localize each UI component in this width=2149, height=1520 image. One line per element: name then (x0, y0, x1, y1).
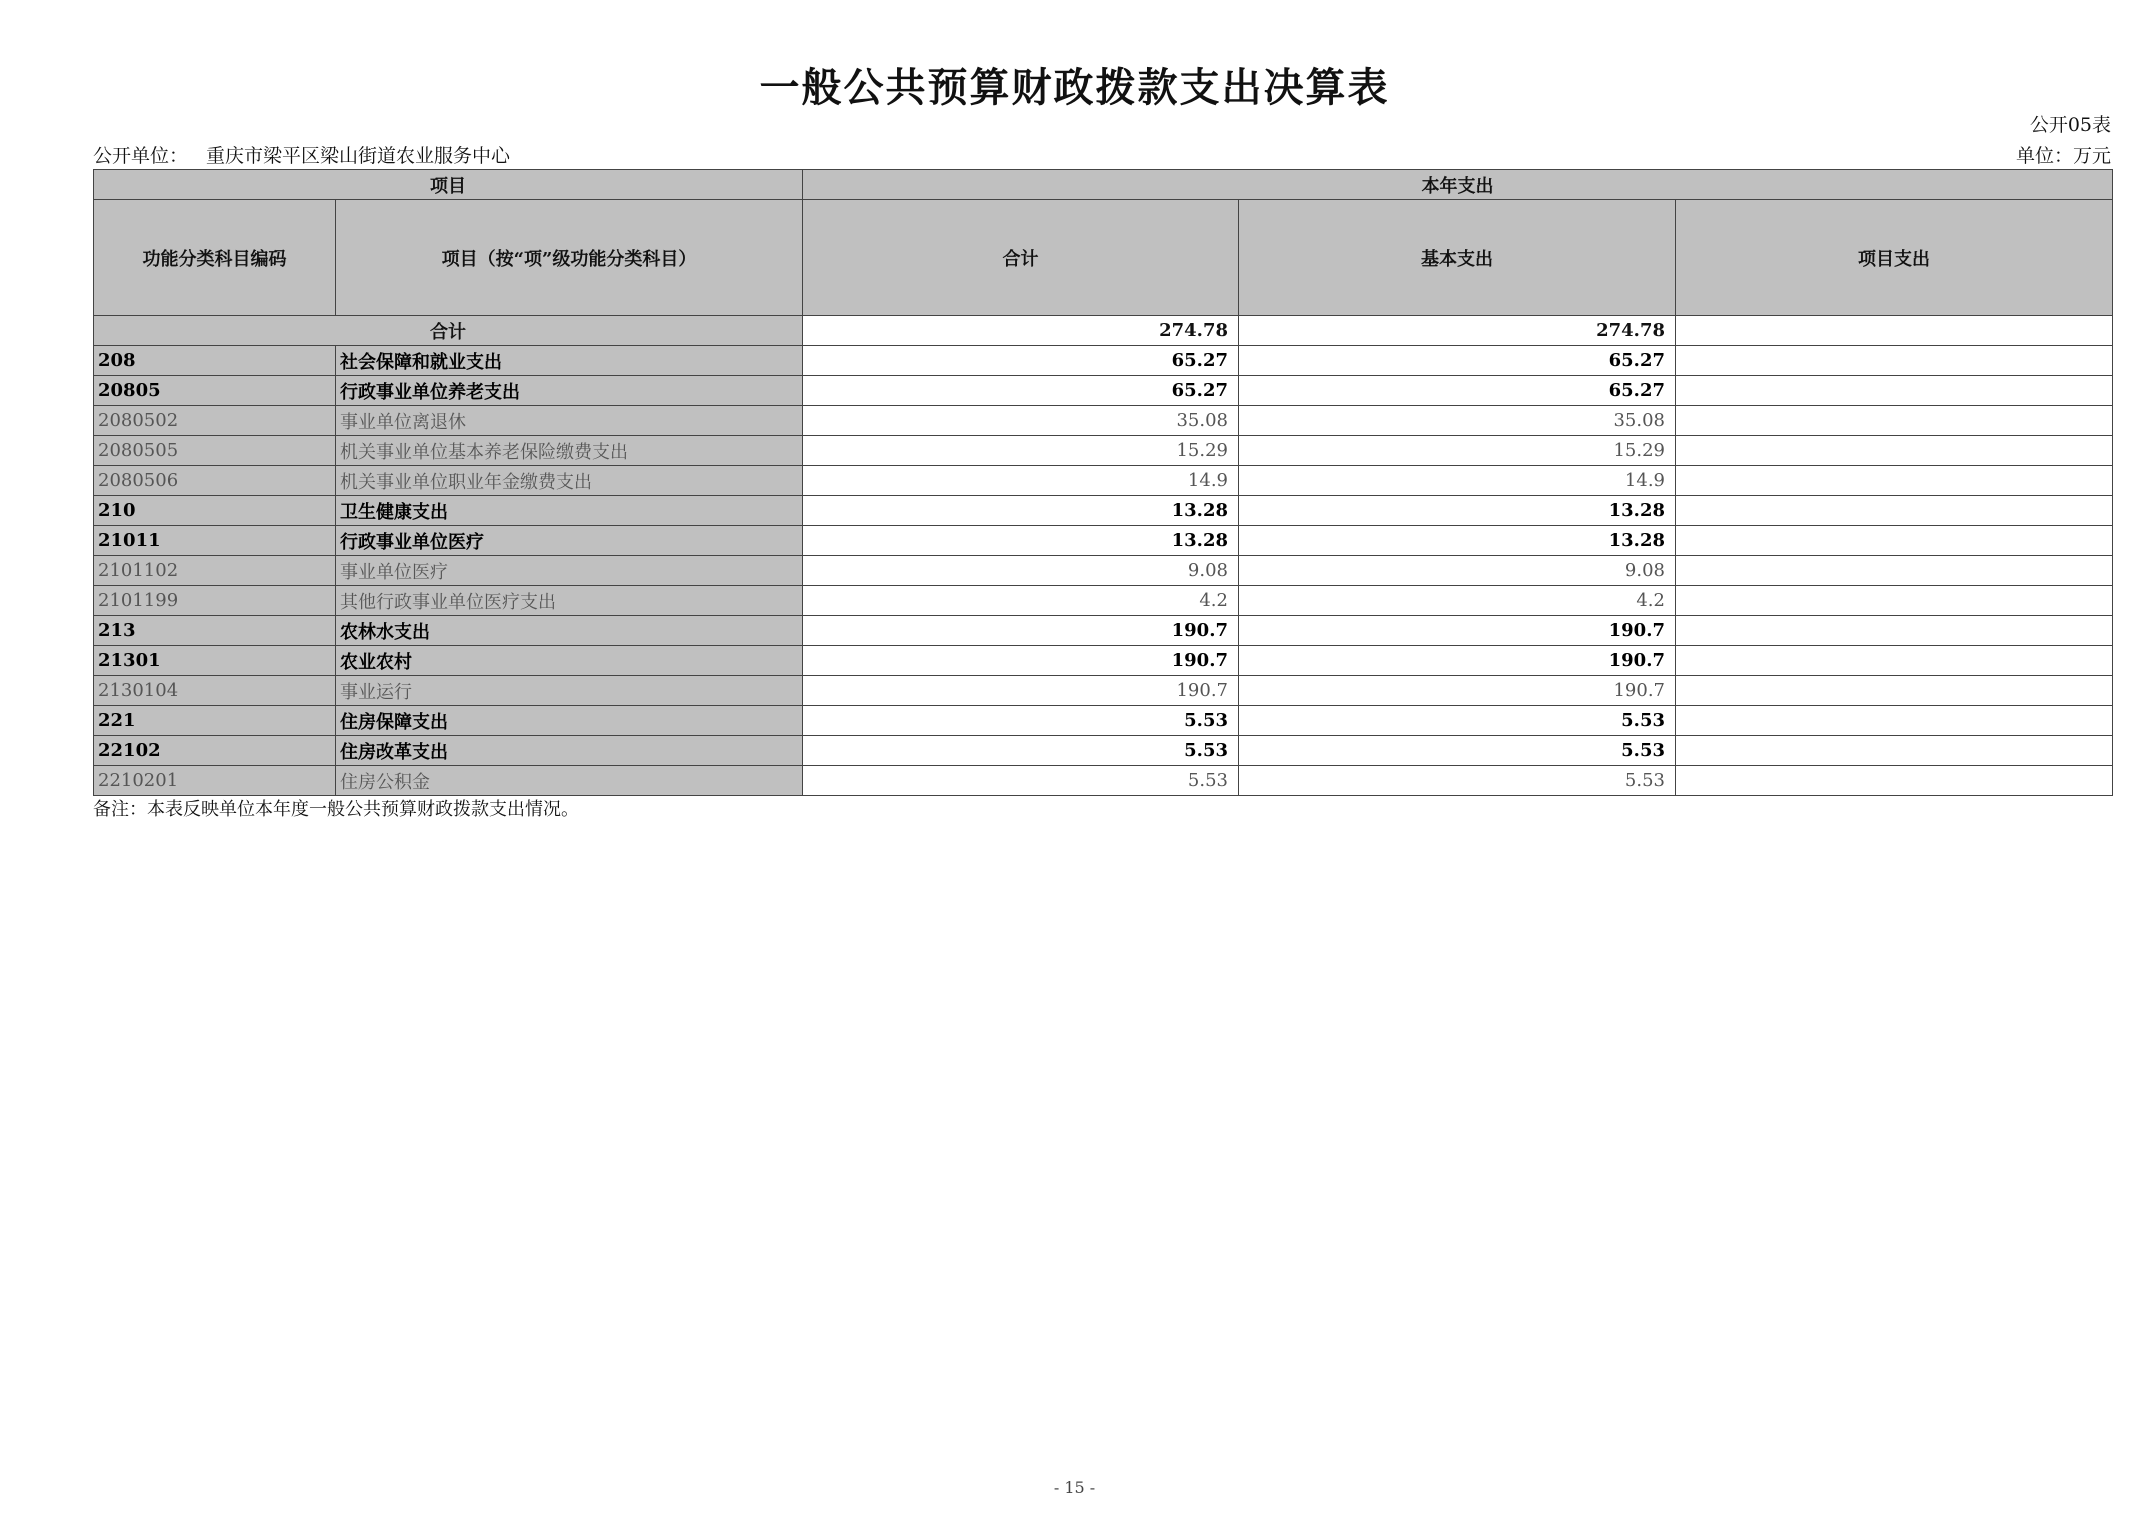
row-code: 2080505 (94, 436, 336, 466)
reporting-unit (93, 141, 510, 168)
row-name: 住房保障支出 (336, 706, 803, 736)
row-name: 社会保障和就业支出 (336, 346, 803, 376)
header-basic: 基本支出 (1239, 200, 1676, 316)
table-row (94, 616, 2113, 646)
total-project (1676, 316, 2113, 346)
page-number: - 15 - (1053, 1478, 1096, 1497)
table-row (94, 586, 2113, 616)
table-row (94, 646, 2113, 676)
row-project (1676, 766, 2113, 796)
row-basic: 13.28 (1239, 526, 1676, 556)
row-total: 4.2 (803, 586, 1239, 616)
row-code: 21011 (94, 526, 336, 556)
table-row (94, 406, 2113, 436)
row-name: 其他行政事业单位医疗支出 (336, 586, 803, 616)
table-row (94, 436, 2113, 466)
row-project (1676, 406, 2113, 436)
row-code: 2130104 (94, 676, 336, 706)
row-code: 208 (94, 346, 336, 376)
row-basic: 13.28 (1239, 496, 1676, 526)
header-code: 功能分类科目编码 (94, 200, 336, 316)
row-project (1676, 556, 2113, 586)
row-code: 20805 (94, 376, 336, 406)
row-basic: 5.53 (1239, 706, 1676, 736)
row-code: 22102 (94, 736, 336, 766)
row-project (1676, 706, 2113, 736)
row-code: 210 (94, 496, 336, 526)
total-label: 合计 (94, 316, 803, 346)
row-name: 住房公积金 (336, 766, 803, 796)
table-row (94, 706, 2113, 736)
page-title: 一般公共预算财政拨款支出决算表 (759, 64, 1390, 111)
row-basic: 190.7 (1239, 646, 1676, 676)
row-total: 190.7 (803, 676, 1239, 706)
row-name: 事业单位离退休 (336, 406, 803, 436)
form-number: 公开05表 (2029, 114, 2111, 136)
table-row (94, 376, 2113, 406)
row-code: 2210201 (94, 766, 336, 796)
row-project (1676, 346, 2113, 376)
row-project (1676, 496, 2113, 526)
row-project (1676, 376, 2113, 406)
row-project (1676, 736, 2113, 766)
footnote: 备注：本表反映单位本年度一般公共预算财政拨款支出情况。 (93, 799, 579, 820)
row-total: 5.53 (803, 706, 1239, 736)
row-total: 190.7 (803, 616, 1239, 646)
table-row (94, 526, 2113, 556)
row-code: 213 (94, 616, 336, 646)
row-basic: 5.53 (1239, 766, 1676, 796)
row-name: 住房改革支出 (336, 736, 803, 766)
row-name: 机关事业单位职业年金缴费支出 (336, 466, 803, 496)
row-name: 行政事业单位医疗 (336, 526, 803, 556)
row-basic: 14.9 (1239, 466, 1676, 496)
row-total: 13.28 (803, 526, 1239, 556)
row-name: 农林水支出 (336, 616, 803, 646)
row-basic: 65.27 (1239, 376, 1676, 406)
header-total: 合计 (803, 200, 1239, 316)
row-project (1676, 646, 2113, 676)
table-row (94, 496, 2113, 526)
row-project (1676, 586, 2113, 616)
header-current-year: 本年支出 (803, 170, 2113, 200)
table-row (94, 766, 2113, 796)
row-basic: 15.29 (1239, 436, 1676, 466)
row-total: 9.08 (803, 556, 1239, 586)
row-total: 35.08 (803, 406, 1239, 436)
table-row (94, 346, 2113, 376)
row-total: 5.53 (803, 766, 1239, 796)
row-code: 21301 (94, 646, 336, 676)
row-basic: 4.2 (1239, 586, 1676, 616)
row-total: 190.7 (803, 646, 1239, 676)
row-total: 13.28 (803, 496, 1239, 526)
header-project: 项目 (94, 170, 803, 200)
row-name: 农业农村 (336, 646, 803, 676)
unit-measure: 单位：万元 (2015, 145, 2111, 167)
row-total: 15.29 (803, 436, 1239, 466)
total-amount: 274.78 (803, 316, 1239, 346)
table-row (94, 676, 2113, 706)
table-row (94, 466, 2113, 496)
row-project (1676, 676, 2113, 706)
row-total: 5.53 (803, 736, 1239, 766)
row-project (1676, 616, 2113, 646)
row-basic: 9.08 (1239, 556, 1676, 586)
row-project (1676, 436, 2113, 466)
row-basic: 190.7 (1239, 616, 1676, 646)
row-project (1676, 466, 2113, 496)
row-basic: 35.08 (1239, 406, 1676, 436)
table-row (94, 736, 2113, 766)
row-name: 事业运行 (336, 676, 803, 706)
row-name: 机关事业单位基本养老保险缴费支出 (336, 436, 803, 466)
row-total: 14.9 (803, 466, 1239, 496)
total-basic: 274.78 (1239, 316, 1676, 346)
unit-label: 公开单位： (93, 145, 189, 167)
header-name: 项目（按“项”级功能分类科目） (336, 200, 803, 316)
row-basic: 190.7 (1239, 676, 1676, 706)
row-total: 65.27 (803, 376, 1239, 406)
row-project (1676, 526, 2113, 556)
row-name: 卫生健康支出 (336, 496, 803, 526)
table-row (94, 556, 2113, 586)
unit-name: 重庆市梁平区梁山街道农业服务中心 (206, 145, 511, 167)
row-code: 2101199 (94, 586, 336, 616)
expenditure-table (93, 169, 2113, 796)
row-code: 2080506 (94, 466, 336, 496)
row-total: 65.27 (803, 346, 1239, 376)
total-row (94, 316, 2113, 346)
header-project-exp: 项目支出 (1676, 200, 2113, 316)
row-code: 2101102 (94, 556, 336, 586)
row-name: 事业单位医疗 (336, 556, 803, 586)
row-name: 行政事业单位养老支出 (336, 376, 803, 406)
row-basic: 5.53 (1239, 736, 1676, 766)
row-basic: 65.27 (1239, 346, 1676, 376)
row-code: 2080502 (94, 406, 336, 436)
row-code: 221 (94, 706, 336, 736)
